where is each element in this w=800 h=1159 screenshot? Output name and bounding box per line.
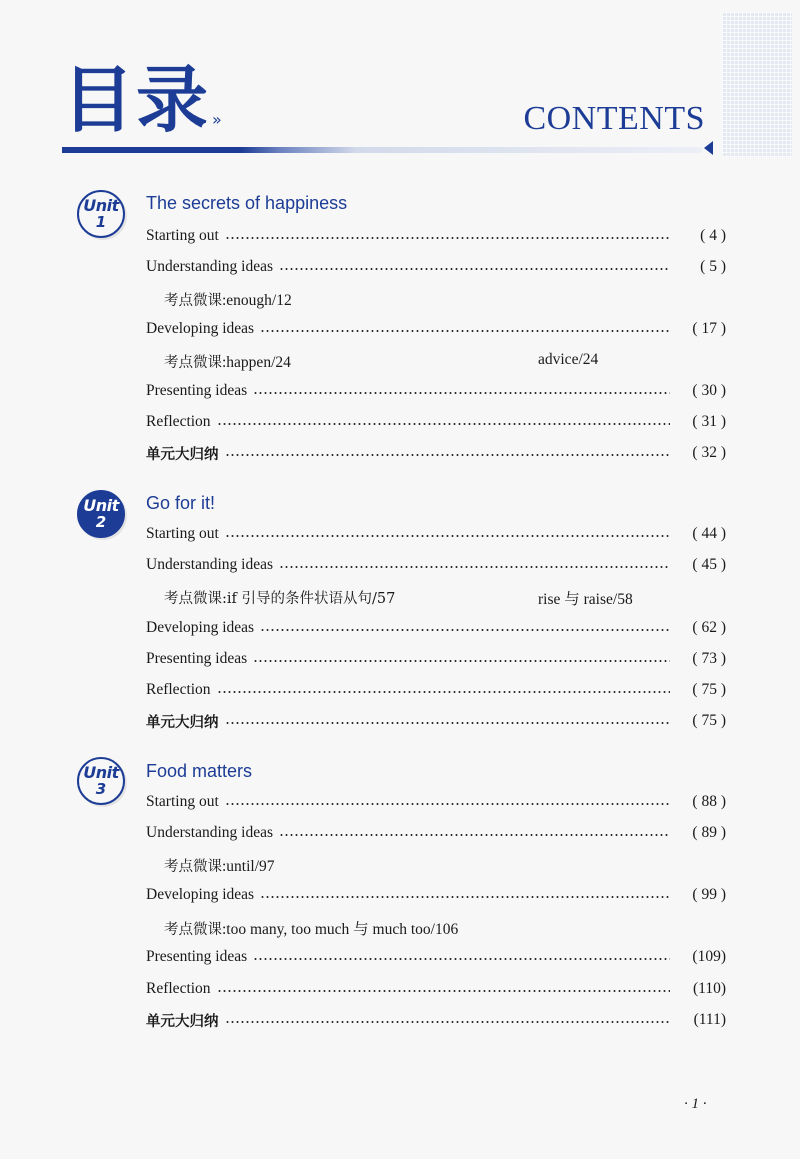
dot-leader bbox=[260, 629, 670, 631]
dot-leader bbox=[217, 423, 670, 425]
dot-leader bbox=[225, 454, 671, 456]
corner-decoration bbox=[722, 12, 792, 157]
toc-page-number: ( 75 ) bbox=[692, 681, 726, 698]
toc-note-label: 考点微课 bbox=[164, 591, 222, 607]
toc-note-row[interactable] bbox=[164, 855, 275, 876]
toc-page-number: (111) bbox=[693, 1011, 726, 1028]
toc-entry-presenting-ideas[interactable] bbox=[146, 379, 726, 403]
unit-badge-number: 3 bbox=[95, 780, 107, 798]
unit-badge-number: 1 bbox=[95, 213, 107, 231]
toc-entry-label: Understanding ideas bbox=[146, 824, 273, 841]
unit-badge-word: Unit bbox=[83, 763, 119, 782]
toc-note-text: :if 引导的条件状语从句/57 bbox=[222, 591, 396, 607]
unit-title-3[interactable]: Food matters bbox=[146, 761, 253, 781]
toc-entry-understanding-ideas[interactable] bbox=[146, 821, 726, 845]
toc-note-text: :too many, too much 与 much too/106 bbox=[222, 921, 459, 938]
toc-entry-label: Developing ideas bbox=[146, 886, 255, 903]
dot-leader bbox=[260, 330, 670, 332]
toc-entry-presenting-ideas[interactable] bbox=[146, 945, 726, 969]
dot-leader bbox=[225, 1021, 671, 1023]
toc-entry-label: Starting out bbox=[146, 227, 219, 244]
dot-leader bbox=[253, 958, 670, 960]
toc-entry-label: Starting out bbox=[146, 525, 219, 542]
toc-entry-reflection[interactable] bbox=[146, 678, 726, 702]
toc-entry-label: Presenting ideas bbox=[146, 382, 248, 399]
page-number: · 1 · bbox=[684, 1096, 707, 1112]
toc-entry-label: Understanding ideas bbox=[146, 556, 273, 573]
toc-entry-label: 单元大归纳 bbox=[146, 714, 219, 731]
header-divider bbox=[62, 147, 702, 153]
toc-note-extra[interactable]: advice/24 bbox=[538, 351, 599, 368]
toc-note-label: 考点微课 bbox=[164, 922, 222, 938]
toc-page-number: (109) bbox=[692, 948, 726, 965]
toc-page-number: ( 32 ) bbox=[692, 444, 726, 461]
toc-entry-label: Starting out bbox=[146, 793, 219, 810]
toc-entry-label: Reflection bbox=[146, 413, 211, 430]
toc-entry-unit-summary[interactable] bbox=[146, 1008, 726, 1032]
toc-note-row[interactable] bbox=[164, 351, 291, 372]
toc-entry-presenting-ideas[interactable] bbox=[146, 647, 726, 671]
dot-leader bbox=[279, 566, 670, 568]
toc-entry-label: Developing ideas bbox=[146, 320, 255, 337]
unit-badge-2 bbox=[77, 490, 125, 538]
toc-entry-unit-summary[interactable] bbox=[146, 441, 726, 465]
toc-entry-unit-summary[interactable] bbox=[146, 709, 726, 733]
toc-note-text: :until/97 bbox=[222, 858, 275, 875]
toc-entry-label: Developing ideas bbox=[146, 619, 255, 636]
toc-entry-understanding-ideas[interactable] bbox=[146, 553, 726, 577]
dot-leader bbox=[217, 990, 670, 992]
toc-entry-reflection[interactable] bbox=[146, 977, 726, 1001]
toc-page-number: (110) bbox=[693, 980, 726, 997]
toc-note-row[interactable] bbox=[164, 587, 395, 608]
toc-entry-reflection[interactable] bbox=[146, 410, 726, 434]
toc-page-number: ( 5 ) bbox=[700, 258, 726, 275]
toc-entry-developing-ideas[interactable] bbox=[146, 883, 726, 907]
triangle-left-icon bbox=[704, 141, 713, 155]
toc-entry-label: Presenting ideas bbox=[146, 948, 248, 965]
toc-page-number: ( 30 ) bbox=[692, 382, 726, 399]
toc-page-number: ( 89 ) bbox=[692, 824, 726, 841]
toc-note-label: 考点微课 bbox=[164, 859, 222, 875]
toc-page-number: ( 99 ) bbox=[692, 886, 726, 903]
toc-entry-label: 单元大归纳 bbox=[146, 1013, 219, 1030]
chevron-right-icon: » bbox=[212, 110, 222, 129]
toc-page-number: ( 73 ) bbox=[692, 650, 726, 667]
unit-badge-word: Unit bbox=[83, 196, 119, 215]
page-title-english: CONTENTS bbox=[523, 100, 705, 137]
dot-leader bbox=[225, 722, 671, 724]
toc-page-number: ( 75 ) bbox=[692, 712, 726, 729]
dot-leader bbox=[217, 691, 670, 693]
toc-entry-label: Understanding ideas bbox=[146, 258, 273, 275]
toc-note-row[interactable] bbox=[164, 917, 458, 939]
toc-page-number: ( 88 ) bbox=[692, 793, 726, 810]
toc-page-number: ( 31 ) bbox=[692, 413, 726, 430]
toc-page-number: ( 45 ) bbox=[692, 556, 726, 573]
page-title-chinese: 目录 bbox=[62, 58, 211, 142]
dot-leader bbox=[279, 268, 670, 270]
toc-entry-starting-out[interactable] bbox=[146, 522, 726, 546]
dot-leader bbox=[260, 896, 670, 898]
toc-entry-label: 单元大归纳 bbox=[146, 446, 219, 463]
toc-entry-label: Presenting ideas bbox=[146, 650, 248, 667]
unit-title-1[interactable]: The secrets of happiness bbox=[146, 193, 348, 213]
dot-leader bbox=[253, 660, 670, 662]
dot-leader bbox=[253, 392, 670, 394]
dot-leader bbox=[225, 237, 670, 239]
unit-badge-number: 2 bbox=[95, 513, 107, 531]
dot-leader bbox=[225, 535, 670, 537]
toc-note-label: 考点微课 bbox=[164, 293, 222, 309]
unit-badge-1 bbox=[77, 190, 125, 238]
toc-entry-starting-out[interactable] bbox=[146, 224, 726, 248]
toc-note-text: :enough/12 bbox=[222, 292, 292, 309]
toc-entry-starting-out[interactable] bbox=[146, 790, 726, 814]
toc-entry-label: Reflection bbox=[146, 681, 211, 698]
toc-entry-label: Reflection bbox=[146, 980, 211, 997]
unit-title-2[interactable]: Go for it! bbox=[146, 493, 216, 513]
toc-entry-developing-ideas[interactable] bbox=[146, 317, 726, 341]
unit-badge-3 bbox=[77, 757, 125, 805]
toc-page-number: ( 62 ) bbox=[692, 619, 726, 636]
toc-page-number: ( 4 ) bbox=[700, 227, 726, 244]
toc-note-row[interactable] bbox=[164, 289, 292, 310]
toc-page-number: ( 44 ) bbox=[692, 525, 726, 542]
toc-page-number: ( 17 ) bbox=[692, 320, 726, 337]
unit-badge-word: Unit bbox=[83, 496, 119, 515]
toc-entry-understanding-ideas[interactable] bbox=[146, 255, 726, 279]
toc-note-label: 考点微课 bbox=[164, 355, 222, 371]
toc-note-extra[interactable]: rise 与 raise/58 bbox=[538, 591, 633, 608]
toc-entry-developing-ideas[interactable] bbox=[146, 616, 726, 640]
dot-leader bbox=[279, 834, 670, 836]
toc-note-text: :happen/24 bbox=[222, 354, 291, 371]
dot-leader bbox=[225, 803, 670, 805]
